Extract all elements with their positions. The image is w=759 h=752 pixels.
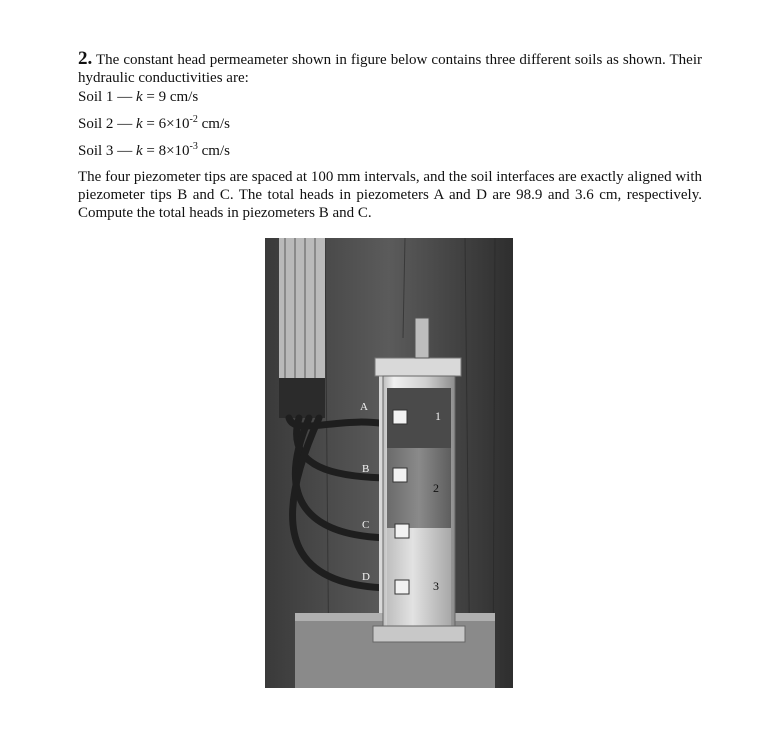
soil-2-k-exponent: -2 — [189, 114, 198, 125]
soil-3-k-unit: cm/s — [197, 143, 230, 159]
manometer-tubes — [279, 238, 325, 418]
permeameter-photo — [265, 238, 513, 688]
soil-2-line — [78, 114, 702, 141]
equals: = — [146, 89, 155, 105]
soil-1-line — [78, 87, 702, 114]
label-b: B — [362, 463, 370, 475]
soil-2-layer — [387, 448, 451, 528]
dash: — — [117, 89, 133, 105]
permeameter-cylinder — [373, 318, 465, 642]
dash: — — [117, 116, 133, 132]
problem-body: The four piezometer tips are spaced at 100 mm intervals, and the soil interfaces are exactly aligned with piezometer tips B and C. The total heads in piezometers A and D are 98.9 and 3.6 cm, respectively. Compute the total heads in piezometers B and C. — [78, 169, 702, 221]
question-number: 2. — [78, 48, 93, 69]
soil-3-k-base: 8×10 — [158, 143, 190, 159]
port-c — [395, 524, 409, 538]
equals: = — [146, 116, 155, 132]
port-a — [393, 410, 407, 424]
label-c: C — [362, 519, 370, 531]
problem-intro — [78, 50, 702, 87]
k-symbol: k — [135, 116, 143, 132]
soil-1-k-value: 9 cm/s — [158, 89, 199, 105]
soil-2-k-unit: cm/s — [197, 116, 230, 132]
soil-3-line — [78, 141, 702, 168]
k-symbol: k — [135, 89, 143, 105]
soil-2-name: Soil 2 — [78, 116, 114, 132]
dash: — — [117, 143, 133, 159]
label-a: A — [360, 401, 368, 413]
k-symbol: k — [135, 143, 143, 159]
soil-3-layer — [387, 528, 451, 626]
soil-2-k-base: 6×10 — [158, 116, 190, 132]
soil-label-1: 1 — [435, 409, 441, 423]
port-b — [393, 468, 407, 482]
soil-3-k-exponent: -3 — [189, 141, 198, 152]
soil-1-name: Soil 1 — [78, 89, 114, 105]
equals: = — [146, 143, 155, 159]
soil-label-2: 2 — [433, 481, 439, 495]
soil-label-3: 3 — [433, 579, 439, 593]
soil-3-name: Soil 3 — [78, 143, 114, 159]
problem-text — [78, 50, 702, 222]
port-d — [395, 580, 409, 594]
label-d: D — [362, 571, 370, 583]
intro-text: The constant head permeameter shown in figure below contains three different soils as shown. Their hydraulic conductivities are: — [78, 52, 703, 86]
